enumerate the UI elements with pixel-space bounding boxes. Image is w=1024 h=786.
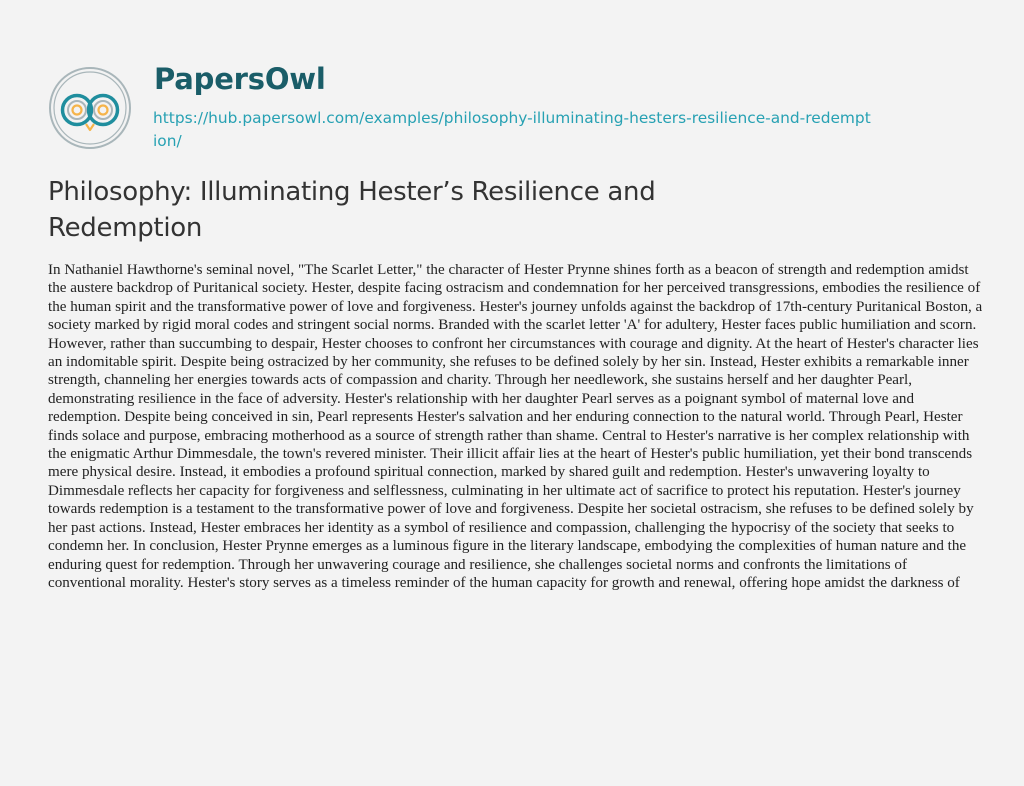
owl-eyes-logo-icon	[48, 66, 132, 150]
document-title: Philosophy: Illuminating Hester’s Resilience and Redemption	[48, 177, 656, 243]
header	[48, 58, 978, 158]
document-body: In Nathaniel Hawthorne's seminal novel, "The Scarlet Letter," the character of Hester Prynne shines forth as a beacon of strength and redemption amidst the austere backdrop of Puritanical society. Hester, despite facing ostracism and condemnation for her perceived transgressions, embodies the resilience of the human spirit and the transformative power of love and forgiveness. Hester's journey unfolds against the backdrop of 17th-century Puritanical Boston, a society marked by rigid moral codes and stringent social norms. Branded with the scarlet letter 'A' for adultery, Hester faces public humiliation and scorn. However, rather than succumbing to despair, Hester chooses to confront her circumstances with courage and dignity. At the heart of Hester's character lies an indomitable spirit. Despite being ostracized by her community, she refuses to be defined solely by her sin. Instead, Hester exhibits a remarkable inner strength, channeling her energies towards acts of compassion and charity. Through her needlework, she sustains herself and her daughter Pearl, demonstrating resilience in the face of adversity. Hester's relationship with her daughter Pearl serves as a poignant symbol of maternal love and redemption. Despite being conceived in sin, Pearl represents Hester's salvation and her enduring connection to the natural world. Through Pearl, Hester finds solace and purpose, embracing motherhood as a source of strength rather than shame. Central to Hester's narrative is her complex relationship with the enigmatic Arthur Dimmesdale, the town's revered minister. Their illicit affair lies at the heart of Hester's public humiliation, yet their bond transcends mere physical desire. Instead, it embodies a profound spiritual connection, marked by shared guilt and redemption. Hester's unwavering loyalty to Dimmesdale reflects her capacity for forgiveness and selflessness, culminating in her ultimate act of sacrifice to protect his reputation. Hester's journey towards redemption is a testament to the transformative power of love and forgiveness. Despite her societal ostracism, she refuses to be defined solely by her past actions. Instead, Hester embraces her identity as a symbol of resilience and compassion, challenging the hypocrisy of the society that seeks to condemn her. In conclusion, Hester Prynne emerges as a luminous figure in the literary landscape, embodying the complexities of human nature and the enduring quest for redemption. Through her unwavering courage and resilience, she challenges societal norms and confronts the limitations of conventional morality. Hester's story serves as a timeless reminder of the human capacity for growth and renewal, offering hope amidst the darkness of	[48, 262, 983, 591]
source-url-link[interactable]: https://hub.papersowl.com/examples/philosophy-illuminating-hesters-resilience-and-redemption/	[153, 109, 871, 150]
brand-name: PapersOwl	[154, 62, 326, 96]
